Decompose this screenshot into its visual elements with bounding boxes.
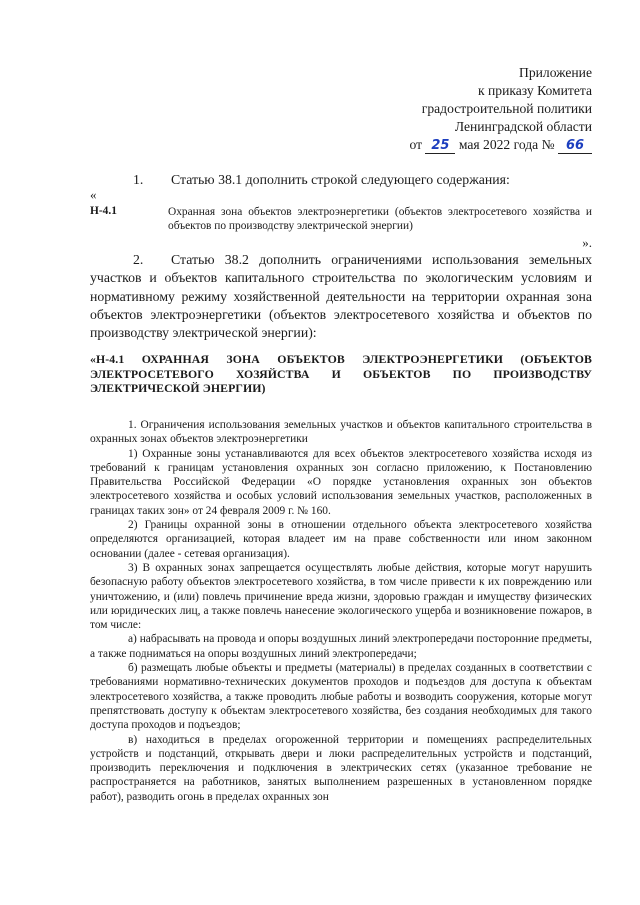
quote-close: ». [582,235,592,250]
paragraph-5: а) набрасывать на провода и опоры воздушных линий электропередачи посторонние предметы, а также подниматься на опоры воздушных линий электропередачи; [90,633,592,660]
section-title: «Н-4.1 ОХРАННАЯ ЗОНА ОБЪЕКТОВ ЭЛЕКТРОЭНЕРГЕТИКИ (ОБЪЕКТОВ ЭЛЕКТРОСЕТЕВОГО ХОЗЯЙСТВА И ОБЪЕКТОВ ПО ПРОИЗВОДСТВУ ЭЛЕКТРИЧЕСКОЙ ЭНЕРГИИ) [90,352,592,395]
paragraph-7: в) находиться в пределах огороженной территории и помещениях распределительных устройств и подстанций, открывать двери и люки распределительных устройств и подстанций, производить переключения и подключения в электрических сетях (указанное требование не распространяется на работников, занятых выполнением разрешенных в установленном порядке работ), разводить огонь в пределах охранных зон [90,733,592,803]
zone-code: Н-4.1 [90,205,117,217]
item-1-text: Статью 38.1 дополнить строкой следующего содержания: [171,172,510,187]
header-line-4: Ленинградской области [454,119,592,134]
zone-description: Охранная зона объектов электроэнергетики (объектов электросетевого хозяйства и объектов по производству электрической энергии) [168,206,592,233]
handwritten-day: 25 [425,139,455,154]
paragraph-4: 3) В охранных зонах запрещается осуществлять любые действия, которые могут нарушить безопасную работу объектов электросетевого хозяйства, в том числе привести к их повреждению или уничтожению, и (или) повлечь причинение вреда жизни, здоровью граждан и имуществу физических или юридических лиц, а также повлечь нанесение экологического ущерба и возникновение пожаров, в том числе: [90,561,592,632]
restrictions-body [90,418,592,804]
date-prefix: от [409,137,423,152]
item-2-number: 2. [133,252,144,267]
handwritten-order-number: 66 [558,139,592,154]
quote-open: « [90,187,97,202]
header-date-line [332,136,592,154]
appendix-header [332,64,592,154]
date-rest: мая 2022 года № [458,137,555,152]
item-1-paragraph [133,171,510,189]
paragraph-2: 1) Охранные зоны устанавливаются для всех объектов электросетевого хозяйства исходя из требований к границам установления охранных зон согласно приложению, к Постановлению Правительства Российской Федерации «О порядке установления охранных зон объектов электросетевого хозяйства и особых условий использования земельных участков, расположенных в границах таких зон» от 24 февраля 2009 г. № 160. [90,447,592,517]
paragraph-6: б) размещать любые объекты и предметы (материалы) в пределах созданных в соответствии с требованиями нормативно-технических документов проходов и подъездов для доступа к объектам электросетевого хозяйства, а также проводить любые работы и возводить сооружения, которые могут препятствовать доступу к объектам электросетевого хозяйства, без создания необходимых для такого доступа проходов и подъездов; [90,662,592,732]
item-1-number: 1. [133,172,144,187]
header-line-2: к приказу Комитета [478,83,592,98]
header-line-1: Приложение [519,65,592,80]
item-2-text: Статью 38.2 дополнить ограничениями использования земельных участков и объектов капитального строительства по экологическим условиям и нормативному режиму хозяйственной деятельности на территории охранная зона объектов электроэнергетики (объектов электросетевого хозяйства и объектов по производству электрической энергии): [90,252,592,341]
header-line-3: градостроительной политики [421,101,592,116]
paragraph-3: 2) Границы охранной зоны в отношении отдельного объекта электросетевого хозяйства определяются организацией, которая владеет им на праве собственности или ином законном основании (далее - сетевая организация). [90,519,592,560]
item-2-paragraph [90,251,592,342]
paragraph-1: 1. Ограничения использования земельных участков и объектов капитального строительства в охранных зонах объектов электроэнергетики [90,419,592,446]
